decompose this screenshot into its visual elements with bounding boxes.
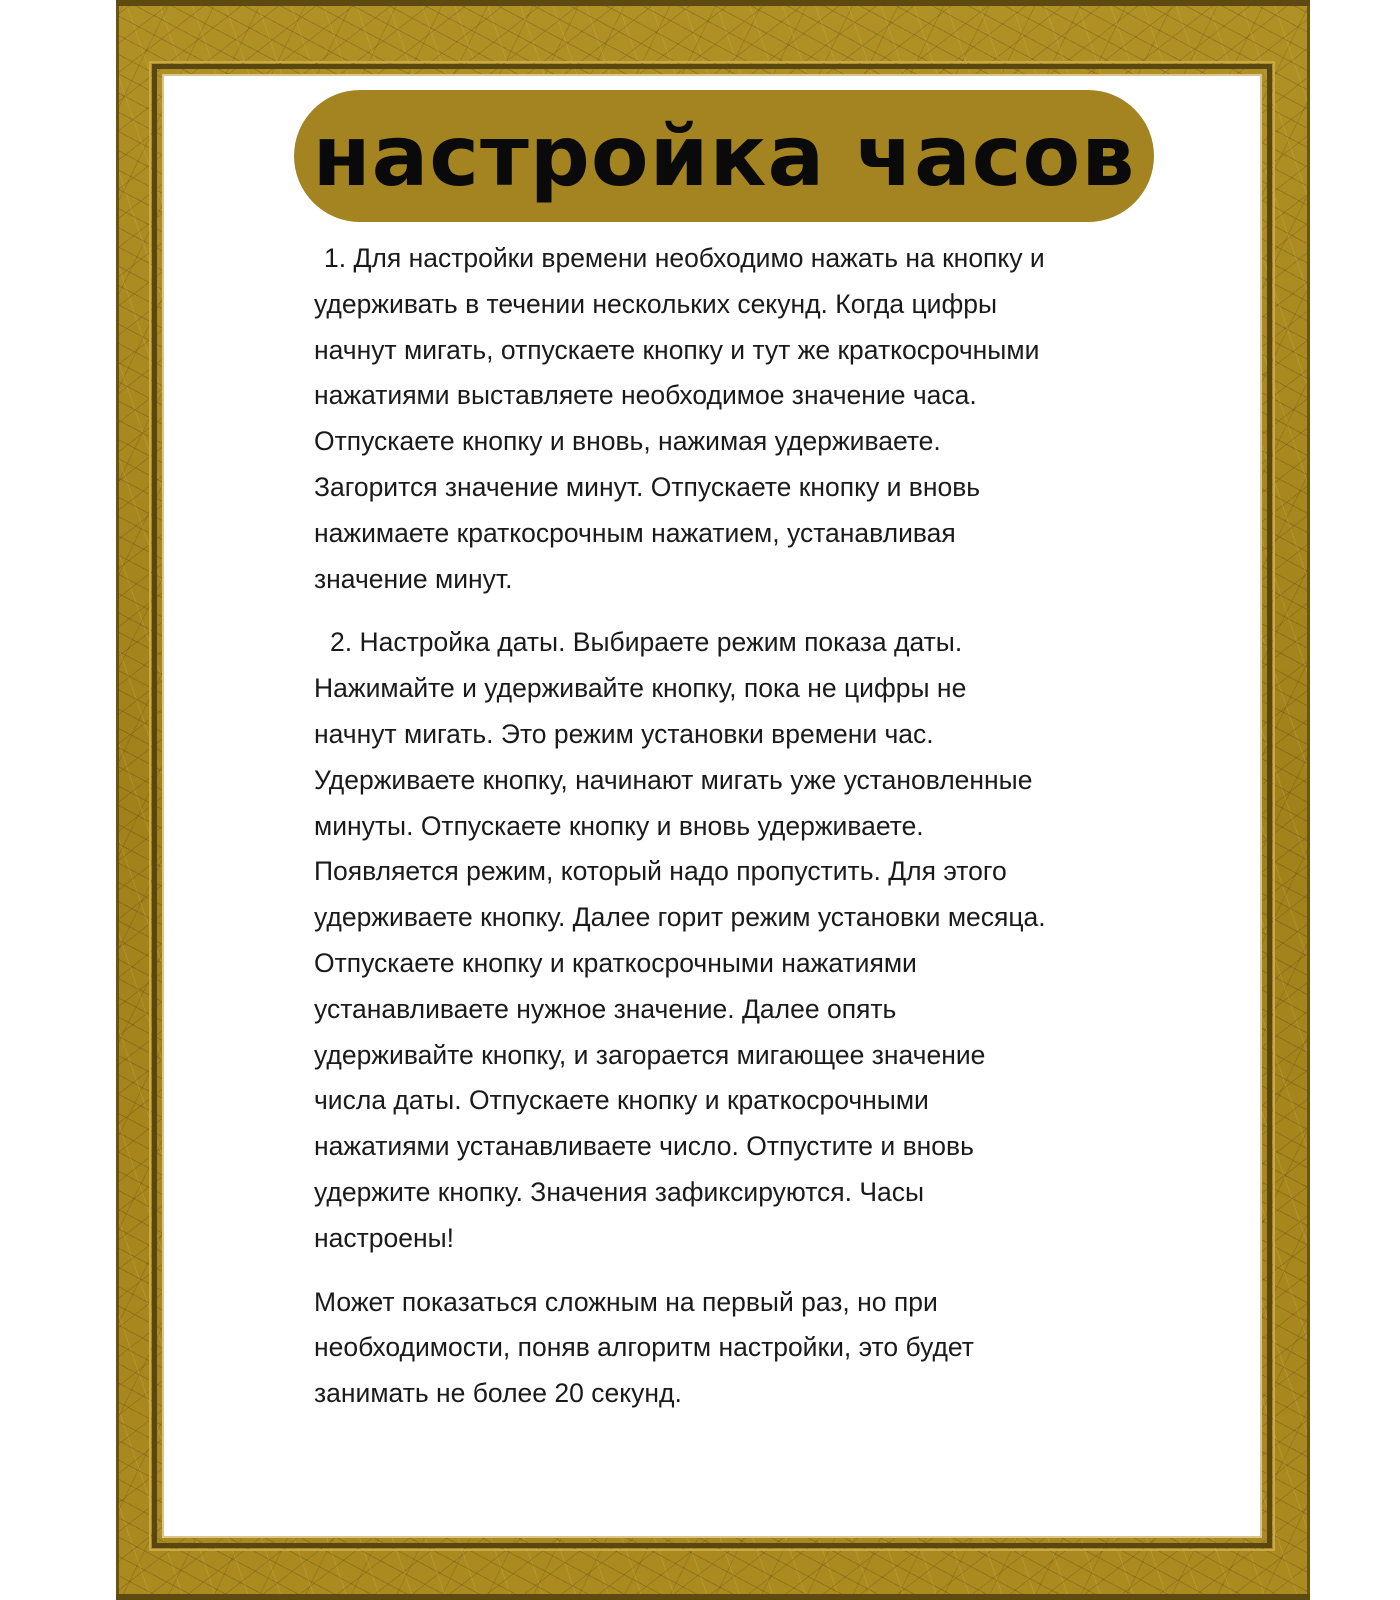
text-line: 1. Для настройки времени необходимо нажать на кнопку и	[324, 243, 1045, 273]
text-line: Загорится значение минут. Отпускаете кнопку и вновь	[314, 471, 981, 502]
text-line: Появляется режим, который надо пропустить. Для этого	[314, 856, 1007, 887]
text-line: Отпускаете кнопку и краткосрочными нажатиями	[314, 947, 917, 978]
paragraph-conclusion	[314, 1280, 1214, 1417]
text-line: Отпускаете кнопку и вновь, нажимая удерживаете.	[314, 426, 941, 457]
paragraph-time-setup	[314, 236, 1214, 602]
paragraph-date-setup	[314, 620, 1214, 1261]
text-line: Может показаться сложным на первый раз, но при	[314, 1286, 938, 1317]
text-line: минуты. Отпускаете кнопку и вновь удерживаете.	[314, 810, 924, 841]
text-line: необходимости, поняв алгоритм настройки, это будет	[314, 1332, 974, 1363]
text-line: нажатиями устанавливаете число. Отпустите и вновь	[314, 1131, 974, 1162]
text-line: 2. Настройка даты. Выбираете режим показа даты.	[330, 627, 963, 658]
text-line: удерживаете кнопку. Далее горит режим установки месяца.	[314, 902, 1046, 933]
text-line: устанавливаете нужное значение. Далее опять	[314, 993, 897, 1024]
page-title: настройка часов	[312, 107, 1136, 205]
text-line: нажатиями выставляете необходимое значение часа.	[314, 380, 977, 411]
text-line: занимать не более 20 секунд.	[314, 1378, 682, 1409]
text-line: Удерживаете кнопку, начинают мигать уже установленные	[314, 764, 1033, 795]
text-line: Нажимайте и удерживайте кнопку, пока не цифры не	[314, 673, 967, 704]
text-line: числа даты. Отпускаете кнопку и краткосрочными	[314, 1085, 929, 1116]
text-line: настроены!	[314, 1222, 455, 1253]
text-line: удерживать в течении нескольких секунд. Когда цифры	[314, 288, 998, 319]
title-banner	[294, 90, 1154, 222]
text-line: удерживайте кнопку, и загорается мигающее значение	[314, 1039, 986, 1070]
text-line: удержите кнопку. Значения зафиксируются. Часы	[314, 1176, 925, 1207]
text-line: начнут мигать. Это режим установки времени час.	[314, 718, 934, 749]
text-line: нажимаете краткосрочным нажатием, устанавливая	[314, 517, 956, 548]
text-line: значение минут.	[314, 563, 513, 594]
decorative-gold-frame	[116, 0, 1310, 1600]
instructions-body	[314, 236, 1214, 1435]
document-page	[162, 74, 1262, 1538]
text-line: начнут мигать, отпускаете кнопку и тут же краткосрочными	[314, 334, 1040, 365]
